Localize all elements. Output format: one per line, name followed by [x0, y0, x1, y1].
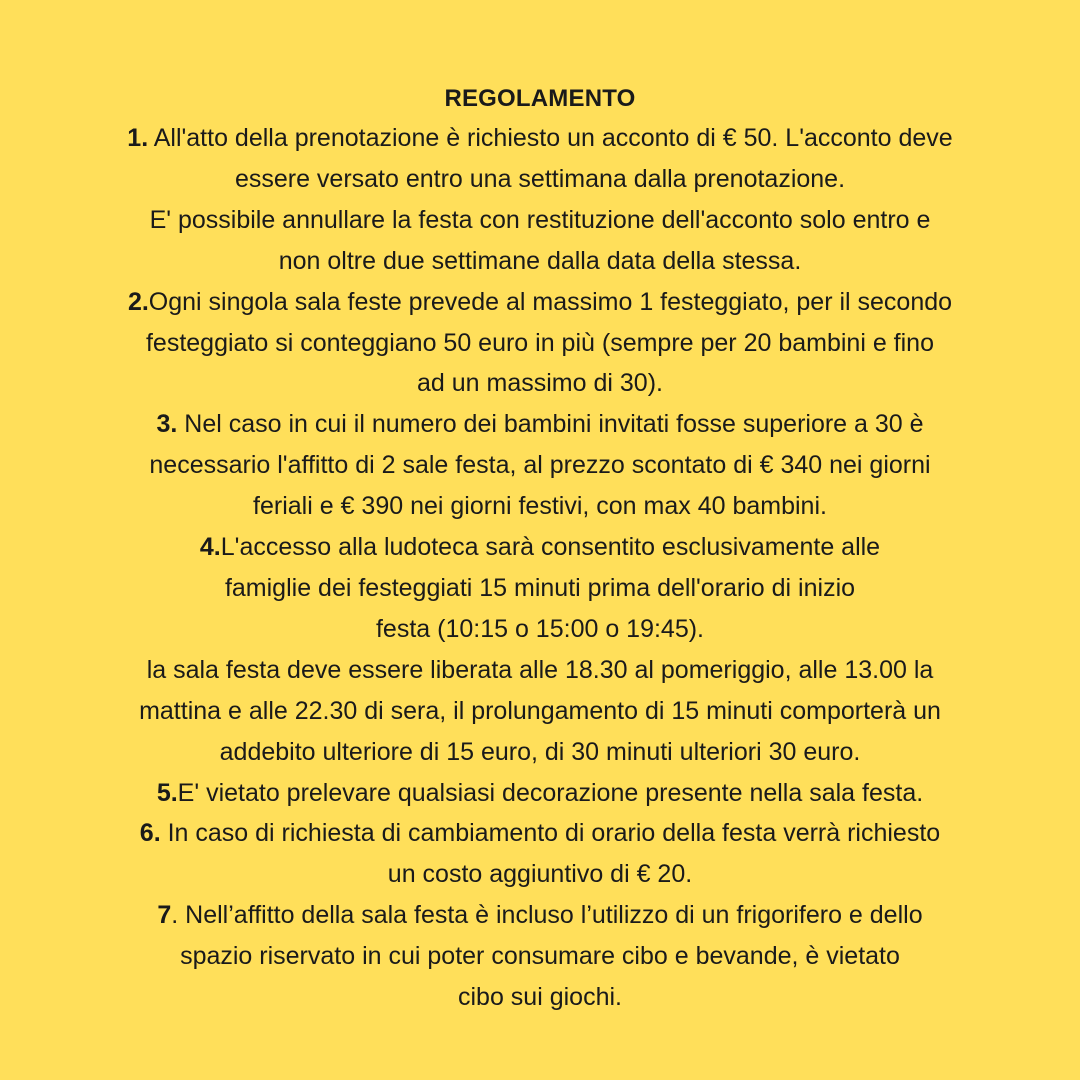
rule-line: [0, 691, 1080, 732]
rule-number: 3.: [156, 410, 178, 439]
rule-line: [0, 486, 1080, 527]
rule-line: [0, 854, 1080, 895]
rule-line: [0, 118, 1080, 159]
rule-text: In caso di richiesta di cambiamento di orario della festa verrà richiesto: [160, 819, 941, 848]
rule-text: Ogni singola sala feste prevede al massimo 1 festeggiato, per il secondo: [148, 287, 953, 316]
rule-text: festeggiato si conteggiano 50 euro in più (sempre per 20 bambini e fino: [145, 328, 934, 357]
rule-text: L'accesso alla ludoteca sarà consentito esclusivamente alle: [220, 533, 881, 562]
rule-line: [0, 650, 1080, 691]
rule-line: [0, 363, 1080, 404]
rule-text: essere versato entro una settimana dalla prenotazione.: [234, 164, 846, 193]
rule-number: 4.: [199, 533, 221, 562]
rule-text: Nel caso in cui il numero dei bambini invitati fosse superiore a 30 è: [177, 410, 924, 439]
rule-line: [0, 445, 1080, 486]
rule-number: 5.: [156, 778, 178, 807]
rule-line: [0, 404, 1080, 445]
rule-text: famiglie dei festeggiati 15 minuti prima dell'orario di inizio: [224, 573, 856, 602]
rule-line: [0, 813, 1080, 854]
rule-number: 2.: [127, 287, 149, 316]
rule-line: [0, 895, 1080, 936]
rule-line: [0, 977, 1080, 1018]
rule-text: . Nell’affitto della sala festa è incluso l’utilizzo di un frigorifero e dello: [171, 901, 923, 930]
rule-line: [0, 323, 1080, 364]
rule-number: 1.: [127, 124, 149, 152]
rule-number: 6.: [139, 819, 161, 848]
rule-text: la sala festa deve essere liberata alle 18.30 al pomeriggio, alle 13.00 la: [146, 655, 934, 684]
rule-line: [0, 241, 1080, 282]
rule-text: mattina e alle 22.30 di sera, il prolungamento di 15 minuti comporterà un: [139, 696, 941, 725]
rule-line: [0, 282, 1080, 323]
rule-text: E' vietato prelevare qualsiasi decorazione presente nella sala festa.: [177, 778, 924, 807]
document-title: REGOLAMENTO: [444, 85, 636, 112]
rule-text: necessario l'affitto di 2 sale festa, al prezzo scontato di € 340 nei giorni: [149, 451, 931, 480]
rule-line: [0, 773, 1080, 814]
rule-text: festa (10:15 o 15:00 o 19:45).: [375, 614, 704, 643]
rule-line: [0, 200, 1080, 241]
rule-text: All'atto della prenotazione è richiesto un acconto di € 50. L'acconto deve: [148, 124, 953, 152]
rule-text: un costo aggiuntivo di € 20.: [387, 860, 693, 889]
rule-line: [0, 732, 1080, 773]
rule-text: ad un massimo di 30).: [417, 369, 663, 398]
rule-text: E' possibile annullare la festa con restituzione dell'acconto solo entro e: [149, 205, 931, 234]
rule-number: 7: [157, 901, 172, 930]
rule-text: non oltre due settimane dalla data della stessa.: [278, 246, 802, 275]
rule-text: addebito ulteriore di 15 euro, di 30 minuti ulteriori 30 euro.: [219, 737, 861, 766]
rule-text: cibo sui giochi.: [458, 983, 622, 1012]
rule-text: feriali e € 390 nei giorni festivi, con max 40 bambini.: [253, 492, 827, 521]
rule-text: spazio riservato in cui poter consumare cibo e bevande, è vietato: [180, 942, 900, 971]
rule-line: [0, 609, 1080, 650]
rules-body: [0, 118, 1080, 1018]
rule-line: [0, 527, 1080, 568]
rule-line: [0, 568, 1080, 609]
rule-line: [0, 936, 1080, 977]
rule-line: [0, 159, 1080, 200]
